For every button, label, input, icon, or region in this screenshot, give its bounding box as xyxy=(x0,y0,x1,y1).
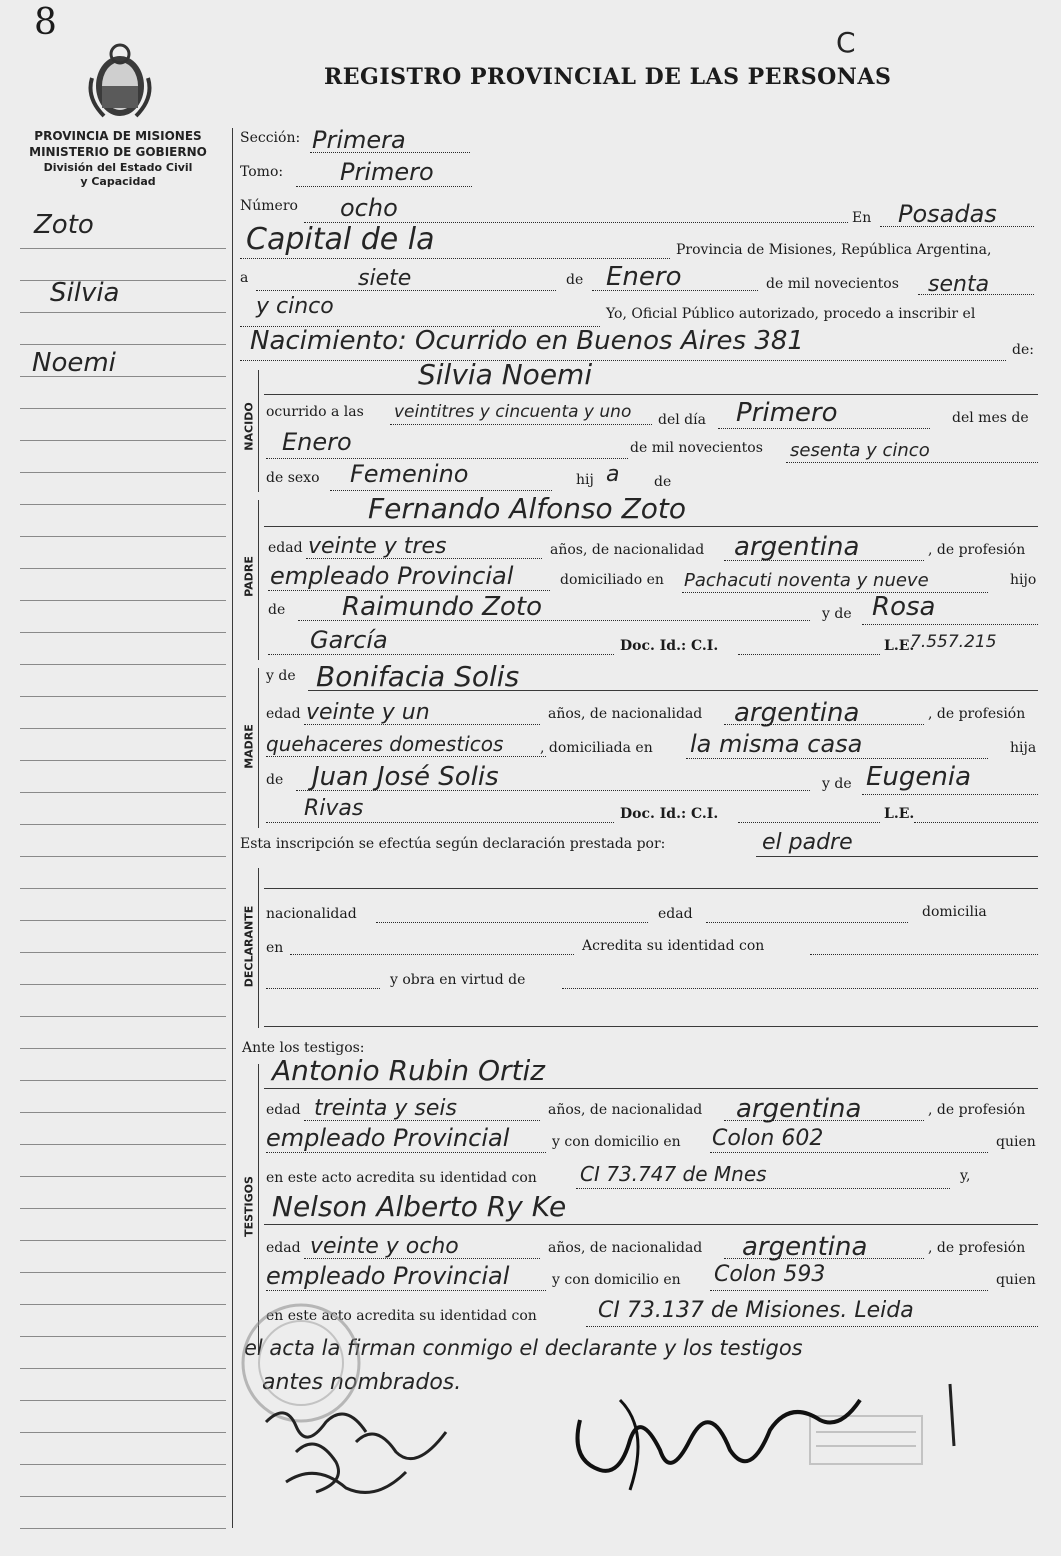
margin-rule-line xyxy=(20,1016,226,1017)
testigo-2-domicilio: Colon 593 xyxy=(714,1262,826,1287)
issuer-ministry: MINISTERIO DE GOBIERNO xyxy=(29,145,207,159)
margin-rule-line xyxy=(20,1272,226,1273)
numero-value: ocho xyxy=(340,194,398,222)
testigo-1-nombre: Antonio Rubin Ortiz xyxy=(272,1054,545,1087)
madre-profesion-value: quehaceres domesticos xyxy=(266,732,504,756)
issuer-division: División del Estado Civil xyxy=(43,161,193,174)
padre-padre-de-value: Raimundo Zoto xyxy=(342,592,543,622)
nacido-de-label: de xyxy=(654,474,672,490)
testigo-1-quien-label: quien xyxy=(996,1134,1036,1150)
testigo-2-nacionalidad: argentina xyxy=(742,1232,868,1262)
madre-hija-label: hija xyxy=(1010,740,1037,756)
padre-madre-de-value: Rosa xyxy=(872,592,936,622)
padre-le-label: L.E. xyxy=(884,638,915,654)
padre-domicilio-value: Pachacuti noventa y nueve xyxy=(684,570,929,591)
page-number: 8 xyxy=(34,2,57,43)
madre-edad-label: edad xyxy=(266,706,301,722)
nacido-anio-label: de mil novecientos xyxy=(630,440,763,456)
testigo-1-domicilio: Colon 602 xyxy=(712,1126,824,1151)
testigo-2-acredita-label: en este acto acredita su identidad con xyxy=(266,1308,537,1324)
madre-madre-de-value: Eugenia xyxy=(866,762,972,792)
declarante-acredita-label: Acredita su identidad con xyxy=(582,938,765,954)
del-mes-label: del mes de xyxy=(952,410,1029,426)
margin-rule-line xyxy=(20,728,226,729)
margin-rule-line xyxy=(20,984,226,985)
en-label: En xyxy=(852,210,872,226)
margin-rule-line xyxy=(20,1048,226,1049)
hijo-value: a xyxy=(606,462,620,487)
margin-rule-line xyxy=(20,600,226,601)
nacido-section-label: NACIDO xyxy=(242,402,256,451)
nacido-nombre: Silvia Noemi xyxy=(418,358,593,391)
madre-de-label: de xyxy=(266,772,284,788)
margin-rule-line xyxy=(20,696,226,697)
nacido-mes-value: Enero xyxy=(282,428,352,456)
margin-rule-line xyxy=(20,856,226,857)
sexo-label: de sexo xyxy=(266,470,320,486)
margin-rule-line xyxy=(20,792,226,793)
padre-hijo-label: hijo xyxy=(1010,572,1037,588)
nacimiento-value: Nacimiento: Ocurrido en Buenos Aires 381 xyxy=(250,326,804,356)
anio-cont-value: y cinco xyxy=(256,294,334,319)
madre-anios-label: años, de nacionalidad xyxy=(548,706,703,722)
margin-rule-line xyxy=(20,1432,226,1433)
testigo-2-edad-label: edad xyxy=(266,1240,301,1256)
ocurrido-label: ocurrido a las xyxy=(266,404,364,420)
margin-rule-line xyxy=(20,1304,226,1305)
padre-domicilio-label: domiciliado en xyxy=(560,572,664,588)
cierre-linea-2: antes nombrados. xyxy=(262,1370,462,1395)
declarante-obra-label: y obra en virtud de xyxy=(390,972,526,988)
testigo-2-profesion: empleado Provincial xyxy=(266,1262,510,1290)
issuer-province: PROVINCIA DE MISIONES xyxy=(34,129,202,143)
margin-rule-line xyxy=(20,664,226,665)
testigo-1-edad-label: edad xyxy=(266,1102,301,1118)
margin-rule-line xyxy=(20,504,226,505)
official-signature-icon xyxy=(560,1380,880,1500)
corner-mark: C xyxy=(836,26,856,59)
coat-of-arms-icon xyxy=(84,38,156,122)
testigo-1-anios-label: años, de nacionalidad xyxy=(548,1102,703,1118)
margin-rule-line xyxy=(20,1400,226,1401)
margin-rule-line xyxy=(20,1176,226,1177)
de-label: de xyxy=(566,272,584,288)
sexo-value: Femenino xyxy=(350,460,469,488)
padre-profesion-label: , de profesión xyxy=(928,542,1026,558)
padre-section-label: PADRE xyxy=(242,556,256,597)
tomo-value: Primero xyxy=(340,158,434,186)
testigo-1-acredita: CI 73.747 de Mnes xyxy=(580,1162,767,1186)
madre-le-label: L.E. xyxy=(884,806,915,822)
declaracion-value: el padre xyxy=(762,830,853,855)
anio-label: de mil novecientos xyxy=(766,276,899,292)
seccion-value: Primera xyxy=(312,126,406,154)
madre-domicilio-value: la misma casa xyxy=(690,730,863,758)
padre-edad-value: veinte y tres xyxy=(308,534,447,559)
testigo-2-profesion-label: , de profesión xyxy=(928,1240,1026,1256)
madre-profesion-label: , de profesión xyxy=(928,706,1026,722)
testigo-1-y-label: y, xyxy=(960,1168,971,1184)
margin-middle-name: Noemi xyxy=(32,348,116,378)
madre-section-label: MADRE xyxy=(242,724,256,769)
hijo-label: hij xyxy=(576,472,594,488)
issuer-capacity: y Capacidad xyxy=(80,175,156,188)
margin-rule-line xyxy=(20,568,226,569)
testigo-2-edad: veinte y ocho xyxy=(310,1234,459,1259)
dia-value: siete xyxy=(358,266,412,291)
padre-nacionalidad-value: argentina xyxy=(734,532,860,562)
de-colon-label: de: xyxy=(1012,342,1034,358)
margin-rule-line xyxy=(20,1368,226,1369)
padre-de-label: de xyxy=(268,602,286,618)
margin-rule-line xyxy=(20,888,226,889)
testigo-1-domicilio-label: y con domicilio en xyxy=(552,1134,681,1150)
padre-edad-label: edad xyxy=(268,540,303,556)
margin-rule-line xyxy=(20,312,226,313)
margin-tick-icon xyxy=(930,1380,970,1450)
hora-value: veintitres y cincuenta y uno xyxy=(394,402,632,422)
margin-rule-line xyxy=(20,1240,226,1241)
declarante-edad-label: edad xyxy=(658,906,693,922)
madre-domicilio-label: , domiciliada en xyxy=(540,740,653,756)
testigo-1-edad: treinta y seis xyxy=(314,1096,457,1121)
padre-anios-label: años, de nacionalidad xyxy=(550,542,705,558)
padre-nombre: Fernando Alfonso Zoto xyxy=(368,492,687,525)
madre-nacionalidad-value: argentina xyxy=(734,698,860,728)
margin-surname: Zoto xyxy=(34,210,94,240)
del-dia-value: Primero xyxy=(736,398,838,428)
margin-rule-line xyxy=(20,1336,226,1337)
madre-padre-de-value: Juan José Solis xyxy=(312,762,499,792)
margin-rule-line xyxy=(20,344,226,345)
a-label: a xyxy=(240,270,249,286)
cierre-linea-1: el acta la firman conmigo el declarante y los testigos xyxy=(244,1336,803,1360)
padre-le-value: 7.557.215 xyxy=(910,632,997,652)
margin-rule-line xyxy=(20,760,226,761)
margin-rule-line xyxy=(20,1528,226,1529)
padre-profesion-value: empleado Provincial xyxy=(270,562,514,590)
declarante-en-label: en xyxy=(266,940,284,956)
testigo-1-profesion: empleado Provincial xyxy=(266,1124,510,1152)
margin-first-name: Silvia xyxy=(50,278,120,308)
padre-doc-label: Doc. Id.: C.I. xyxy=(620,638,719,654)
margin-rule-line xyxy=(20,248,226,249)
margin-rule-line xyxy=(20,1464,226,1465)
mes-value: Enero xyxy=(606,262,682,292)
declarant-signature-icon xyxy=(256,1392,476,1502)
margin-rule-line xyxy=(20,632,226,633)
testigos-section-label: TESTIGOS xyxy=(242,1176,256,1237)
testigos-ante-label: Ante los testigos: xyxy=(242,1040,365,1056)
del-dia-label: del día xyxy=(658,412,706,428)
numero-label: Número xyxy=(240,198,298,214)
madre-doc-label: Doc. Id.: C.I. xyxy=(620,806,719,822)
margin-rule-line xyxy=(20,472,226,473)
testigo-1-acredita-label: en este acto acredita su identidad con xyxy=(266,1170,537,1186)
madre-nombre: Bonifacia Solis xyxy=(316,660,520,693)
declarante-section-label: DECLARANTE xyxy=(242,905,256,988)
testigo-2-anios-label: años, de nacionalidad xyxy=(548,1240,703,1256)
margin-rule-line xyxy=(20,920,226,921)
nacido-anio-value: sesenta y cinco xyxy=(790,440,930,461)
anio-value: senta xyxy=(928,272,990,297)
declarante-nacionalidad-label: nacionalidad xyxy=(266,906,357,922)
margin-rule-line xyxy=(20,1080,226,1081)
margin-rule-line xyxy=(20,1144,226,1145)
margin-rule-line xyxy=(20,1112,226,1113)
seccion-label: Sección: xyxy=(240,130,301,146)
margin-rule-line xyxy=(20,536,226,537)
testigo-2-domicilio-label: y con domicilio en xyxy=(552,1272,681,1288)
testigo-2-nombre: Nelson Alberto Ry Ke xyxy=(272,1190,567,1223)
en-value: Posadas xyxy=(898,200,997,228)
madre-y-de-label: y de xyxy=(266,668,296,684)
margin-rule-line xyxy=(20,1496,226,1497)
provincia-text: Provincia de Misiones, República Argentina, xyxy=(676,242,992,258)
issuer-block xyxy=(10,128,226,188)
testigo-1-nacionalidad: argentina xyxy=(736,1094,862,1124)
tomo-label: Tomo: xyxy=(240,164,284,180)
margin-rule-line xyxy=(20,1208,226,1209)
lugar-value: Capital de la xyxy=(246,222,435,257)
padre-madre-de-cont: García xyxy=(310,626,388,654)
declaracion-label: Esta inscripción se efectúa según declaración prestada por: xyxy=(240,836,666,852)
padre-y-de-label: y de xyxy=(822,606,852,622)
oficial-text: Yo, Oficial Público autorizado, procedo a inscribir el xyxy=(606,306,976,322)
margin-rule-line xyxy=(20,408,226,409)
margin-rule-line xyxy=(20,440,226,441)
margin-rule-line xyxy=(20,824,226,825)
page-title: REGISTRO PROVINCIAL DE LAS PERSONAS xyxy=(324,64,892,90)
testigo-2-acredita: CI 73.137 de Misiones. Leida xyxy=(598,1298,914,1323)
testigo-2-quien-label: quien xyxy=(996,1272,1036,1288)
testigo-1-profesion-label: , de profesión xyxy=(928,1102,1026,1118)
margin-rule-line xyxy=(20,952,226,953)
declarante-domicilia-label: domicilia xyxy=(922,904,987,920)
madre-edad-value: veinte y un xyxy=(306,700,430,725)
madre-madre-de-cont: Rivas xyxy=(304,796,364,821)
madre-y-de-label-2: y de xyxy=(822,776,852,792)
